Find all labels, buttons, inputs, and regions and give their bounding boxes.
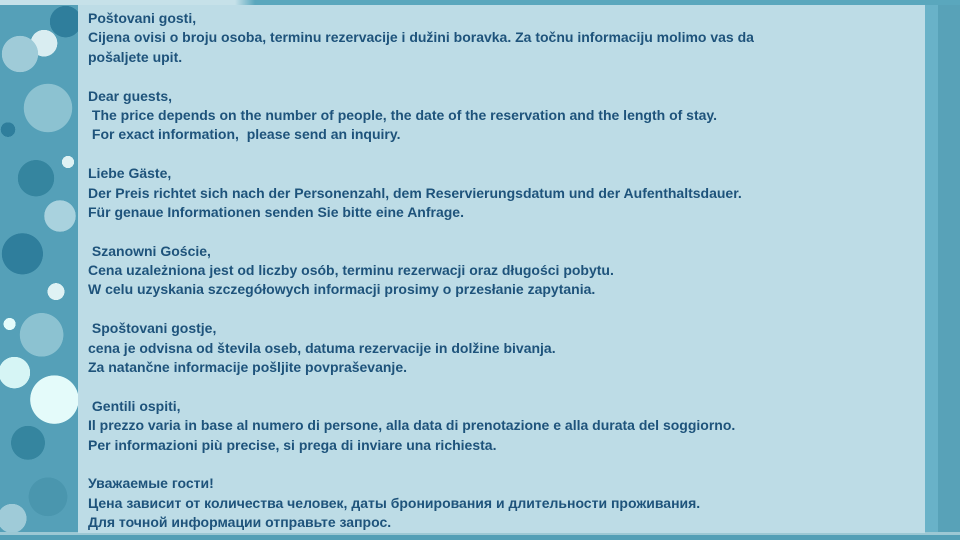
section-polish [88,242,917,300]
text-line: The price depends on the number of people, the date of the reservation and the length of stay. [88,106,718,123]
text-line: Cena uzależniona jest od liczby osób, terminu rezerwacji oraz długości pobytu. [88,262,614,279]
text-line: W celu uzyskania szczegółowych informacji prosimy o przesłanie zapytania. [88,281,596,298]
text-line: pošaljete upit. [88,48,183,65]
text-line: For exact information, please send an inquiry. [88,126,401,143]
text-line: Per informazioni più precise, si prega di inviare una richiesta. [88,436,497,453]
text-line: Szanowni Goście, [88,242,211,259]
text-line: Za natančne informacije pošljite povpraševanje. [88,359,407,376]
section-italian [88,397,917,455]
text-line: Уважаемые гости! [88,475,214,492]
section-german [88,164,917,222]
info-panel [78,5,925,533]
text-line: Dear guests, [88,87,173,104]
text-line: Gentili ospiti, [88,397,181,414]
text-line: Poštovani gosti, [88,10,197,26]
text-line: Для точной информации отправьте запрос. [88,514,392,531]
text-line: Der Preis richtet sich nach der Personenzahl, dem Reservierungsdatum und der Aufenthaltsdauer. [88,184,742,201]
section-croatian [88,9,917,67]
text-line: cena je odvisna od števila oseb, datuma rezervacije in dolžine bivanja. [88,339,556,356]
text-line: Liebe Gäste, [88,165,172,182]
text-line: Il prezzo varia in base al numero di persone, alla data di prenotazione e alla durata del soggiorno. [88,417,736,434]
background-band-right [925,0,960,540]
text-line: Für genaue Informationen senden Sie bitte eine Anfrage. [88,203,464,220]
splatter-texture-left [0,0,80,540]
section-english [88,87,917,145]
text-line: Цена зависит от количества человек, даты бронирования и длительности проживания. [88,494,701,511]
background-strip-bottom [0,532,960,540]
text-line: Spoštovani gostje, [88,320,217,337]
section-slovenian [88,319,917,377]
text-line: Cijena ovisi o broju osoba, terminu rezervacije i dužini boravka. Za točnu informaciju molimo vas da [88,29,754,46]
section-russian [88,474,917,532]
